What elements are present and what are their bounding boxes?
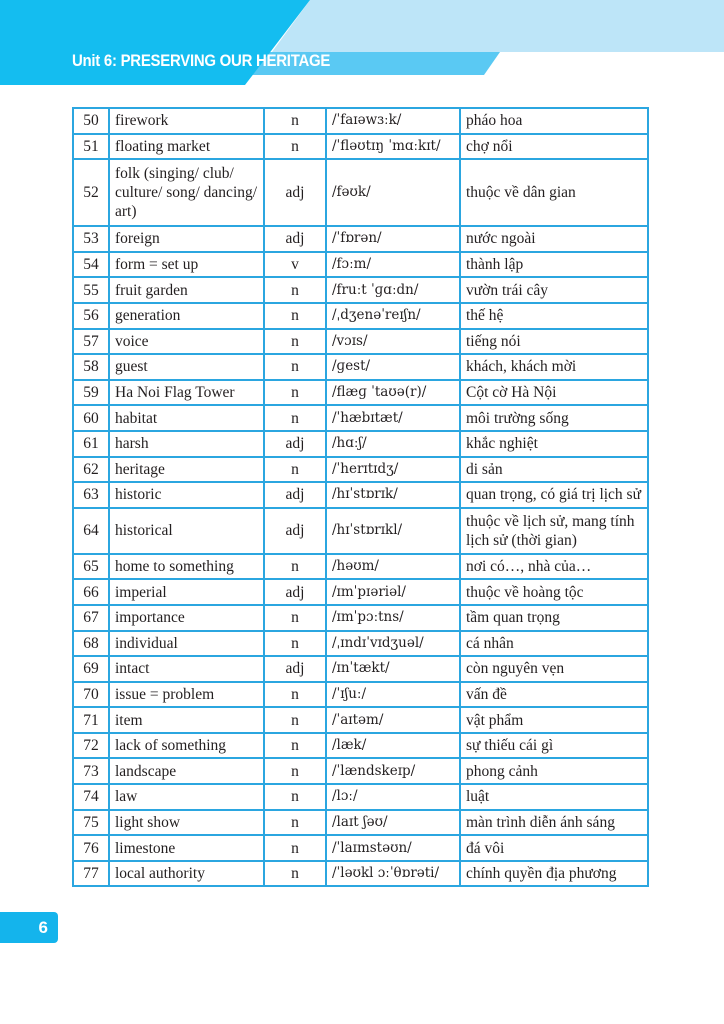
part-of-speech-cell: adj (264, 482, 326, 508)
row-number-cell: 76 (73, 835, 109, 861)
meaning-cell: thành lập (460, 252, 648, 278)
part-of-speech-cell: n (264, 134, 326, 160)
row-number-cell: 66 (73, 579, 109, 605)
pronunciation-cell: /həʊm/ (326, 554, 460, 580)
word-cell: firework (109, 108, 264, 134)
pronunciation-cell: /vɔɪs/ (326, 329, 460, 355)
pronunciation-cell: /ˈherɪtɪdʒ/ (326, 457, 460, 483)
word-cell: lack of something (109, 733, 264, 759)
part-of-speech-cell: n (264, 835, 326, 861)
table-row (73, 656, 648, 682)
row-number-cell: 71 (73, 707, 109, 733)
row-number-cell: 63 (73, 482, 109, 508)
word-cell: individual (109, 631, 264, 657)
part-of-speech-cell: n (264, 733, 326, 759)
meaning-cell: khách, khách mời (460, 354, 648, 380)
meaning-cell: thuộc về hoàng tộc (460, 579, 648, 605)
pronunciation-cell: /læk/ (326, 733, 460, 759)
meaning-cell: cá nhân (460, 631, 648, 657)
part-of-speech-cell: n (264, 861, 326, 887)
row-number-cell: 57 (73, 329, 109, 355)
pronunciation-cell: /fɔːm/ (326, 252, 460, 278)
row-number-cell: 65 (73, 554, 109, 580)
word-cell: fruit garden (109, 277, 264, 303)
part-of-speech-cell: adj (264, 159, 326, 226)
pronunciation-cell: /ˈlændskeɪp/ (326, 758, 460, 784)
word-cell: habitat (109, 405, 264, 431)
table-row (73, 682, 648, 708)
part-of-speech-cell: n (264, 605, 326, 631)
pronunciation-cell: /lɔː/ (326, 784, 460, 810)
row-number-cell: 64 (73, 508, 109, 554)
table-row (73, 134, 648, 160)
meaning-cell: vườn trái cây (460, 277, 648, 303)
pronunciation-cell: /ˈfləʊtɪŋ ˈmɑːkɪt/ (326, 134, 460, 160)
table-row (73, 810, 648, 836)
meaning-cell: đá vôi (460, 835, 648, 861)
table-row (73, 758, 648, 784)
pronunciation-cell: /ɪmˈpɔːtns/ (326, 605, 460, 631)
word-cell: foreign (109, 226, 264, 252)
table-row (73, 784, 648, 810)
table-row (73, 631, 648, 657)
table-row (73, 605, 648, 631)
table-row (73, 707, 648, 733)
pronunciation-cell: /ɡest/ (326, 354, 460, 380)
page-number: 6 (0, 912, 58, 943)
pronunciation-cell: /ˈɪʃuː/ (326, 682, 460, 708)
word-cell: local authority (109, 861, 264, 887)
word-cell: historical (109, 508, 264, 554)
row-number-cell: 67 (73, 605, 109, 631)
part-of-speech-cell: adj (264, 656, 326, 682)
part-of-speech-cell: n (264, 303, 326, 329)
table-row (73, 329, 648, 355)
part-of-speech-cell: n (264, 405, 326, 431)
row-number-cell: 60 (73, 405, 109, 431)
part-of-speech-cell: n (264, 457, 326, 483)
table-row (73, 354, 648, 380)
pronunciation-cell: /ɪnˈtækt/ (326, 656, 460, 682)
meaning-cell: pháo hoa (460, 108, 648, 134)
unit-title: Unit 6: PRESERVING OUR HERITAGE (72, 51, 331, 70)
meaning-cell: phong cảnh (460, 758, 648, 784)
word-cell: landscape (109, 758, 264, 784)
pronunciation-cell: /hɪˈstɒrɪk/ (326, 482, 460, 508)
table-row (73, 159, 648, 226)
part-of-speech-cell: n (264, 631, 326, 657)
row-number-cell: 53 (73, 226, 109, 252)
meaning-cell: còn nguyên vẹn (460, 656, 648, 682)
meaning-cell: Cột cờ Hà Nội (460, 380, 648, 406)
meaning-cell: vật phẩm (460, 707, 648, 733)
word-cell: historic (109, 482, 264, 508)
word-cell: law (109, 784, 264, 810)
word-cell: limestone (109, 835, 264, 861)
pronunciation-cell: /ˈlaɪmstəʊn/ (326, 835, 460, 861)
part-of-speech-cell: n (264, 707, 326, 733)
row-number-cell: 72 (73, 733, 109, 759)
part-of-speech-cell: n (264, 784, 326, 810)
table-row (73, 226, 648, 252)
part-of-speech-cell: adj (264, 579, 326, 605)
row-number-cell: 73 (73, 758, 109, 784)
word-cell: imperial (109, 579, 264, 605)
word-cell: floating market (109, 134, 264, 160)
table-row (73, 303, 648, 329)
row-number-cell: 75 (73, 810, 109, 836)
pronunciation-cell: /flæɡ ˈtaʊə(r)/ (326, 380, 460, 406)
row-number-cell: 50 (73, 108, 109, 134)
word-cell: guest (109, 354, 264, 380)
vocabulary-table (72, 107, 649, 887)
word-cell: importance (109, 605, 264, 631)
part-of-speech-cell: n (264, 758, 326, 784)
meaning-cell: thuộc về dân gian (460, 159, 648, 226)
pronunciation-cell: /ˈləʊkl ɔːˈθɒrəti/ (326, 861, 460, 887)
pronunciation-cell: /fruːt ˈɡɑːdn/ (326, 277, 460, 303)
meaning-cell: vấn đề (460, 682, 648, 708)
light-band (272, 0, 724, 52)
part-of-speech-cell: adj (264, 226, 326, 252)
pronunciation-cell: /hɑːʃ/ (326, 431, 460, 457)
word-cell: generation (109, 303, 264, 329)
table-row (73, 733, 648, 759)
pronunciation-cell: /ˌɪndɪˈvɪdʒuəl/ (326, 631, 460, 657)
word-cell: Ha Noi Flag Tower (109, 380, 264, 406)
row-number-cell: 51 (73, 134, 109, 160)
table-row (73, 108, 648, 134)
table-row (73, 405, 648, 431)
meaning-cell: di sản (460, 457, 648, 483)
part-of-speech-cell: adj (264, 508, 326, 554)
table-row (73, 277, 648, 303)
table-row (73, 508, 648, 554)
word-cell: voice (109, 329, 264, 355)
pronunciation-cell: /fəʊk/ (326, 159, 460, 226)
table-row (73, 861, 648, 887)
pronunciation-cell: /ˌdʒenəˈreɪʃn/ (326, 303, 460, 329)
pronunciation-cell: /ˈfaɪəwɜːk/ (326, 108, 460, 134)
meaning-cell: nước ngoài (460, 226, 648, 252)
part-of-speech-cell: n (264, 277, 326, 303)
row-number-cell: 56 (73, 303, 109, 329)
table-row (73, 579, 648, 605)
word-cell: form = set up (109, 252, 264, 278)
meaning-cell: luật (460, 784, 648, 810)
meaning-cell: khắc nghiệt (460, 431, 648, 457)
part-of-speech-cell: n (264, 380, 326, 406)
part-of-speech-cell: adj (264, 431, 326, 457)
pronunciation-cell: /ˈaɪtəm/ (326, 707, 460, 733)
row-number-cell: 58 (73, 354, 109, 380)
pronunciation-cell: /hɪˈstɒrɪkl/ (326, 508, 460, 554)
pronunciation-cell: /laɪt ʃəʊ/ (326, 810, 460, 836)
table-row (73, 380, 648, 406)
word-cell: heritage (109, 457, 264, 483)
word-cell: harsh (109, 431, 264, 457)
table-row (73, 457, 648, 483)
meaning-cell: tầm quan trọng (460, 605, 648, 631)
part-of-speech-cell: n (264, 682, 326, 708)
table-row (73, 482, 648, 508)
part-of-speech-cell: n (264, 810, 326, 836)
row-number-cell: 69 (73, 656, 109, 682)
row-number-cell: 61 (73, 431, 109, 457)
word-cell: folk (singing/ club/ culture/ song/ dancing/ art) (109, 159, 264, 226)
row-number-cell: 68 (73, 631, 109, 657)
meaning-cell: thuộc về lịch sử, mang tính lịch sử (thời gian) (460, 508, 648, 554)
word-cell: item (109, 707, 264, 733)
part-of-speech-cell: n (264, 329, 326, 355)
pronunciation-cell: /ˈhæbɪtæt/ (326, 405, 460, 431)
word-cell: light show (109, 810, 264, 836)
table-row (73, 835, 648, 861)
header-banner (0, 0, 724, 90)
part-of-speech-cell: n (264, 354, 326, 380)
row-number-cell: 52 (73, 159, 109, 226)
row-number-cell: 55 (73, 277, 109, 303)
meaning-cell: thế hệ (460, 303, 648, 329)
row-number-cell: 62 (73, 457, 109, 483)
row-number-cell: 77 (73, 861, 109, 887)
row-number-cell: 74 (73, 784, 109, 810)
table-row (73, 554, 648, 580)
meaning-cell: màn trình diễn ánh sáng (460, 810, 648, 836)
pronunciation-cell: /ˈfɒrən/ (326, 226, 460, 252)
part-of-speech-cell: n (264, 108, 326, 134)
meaning-cell: chính quyền địa phương (460, 861, 648, 887)
meaning-cell: nơi có…, nhà của… (460, 554, 648, 580)
pronunciation-cell: /ɪmˈpɪəriəl/ (326, 579, 460, 605)
word-cell: home to something (109, 554, 264, 580)
row-number-cell: 70 (73, 682, 109, 708)
word-cell: intact (109, 656, 264, 682)
meaning-cell: quan trọng, có giá trị lịch sử (460, 482, 648, 508)
meaning-cell: tiếng nói (460, 329, 648, 355)
table-row (73, 431, 648, 457)
part-of-speech-cell: v (264, 252, 326, 278)
meaning-cell: môi trường sống (460, 405, 648, 431)
row-number-cell: 54 (73, 252, 109, 278)
table-row (73, 252, 648, 278)
part-of-speech-cell: n (264, 554, 326, 580)
meaning-cell: sự thiếu cái gì (460, 733, 648, 759)
word-cell: issue = problem (109, 682, 264, 708)
meaning-cell: chợ nổi (460, 134, 648, 160)
row-number-cell: 59 (73, 380, 109, 406)
